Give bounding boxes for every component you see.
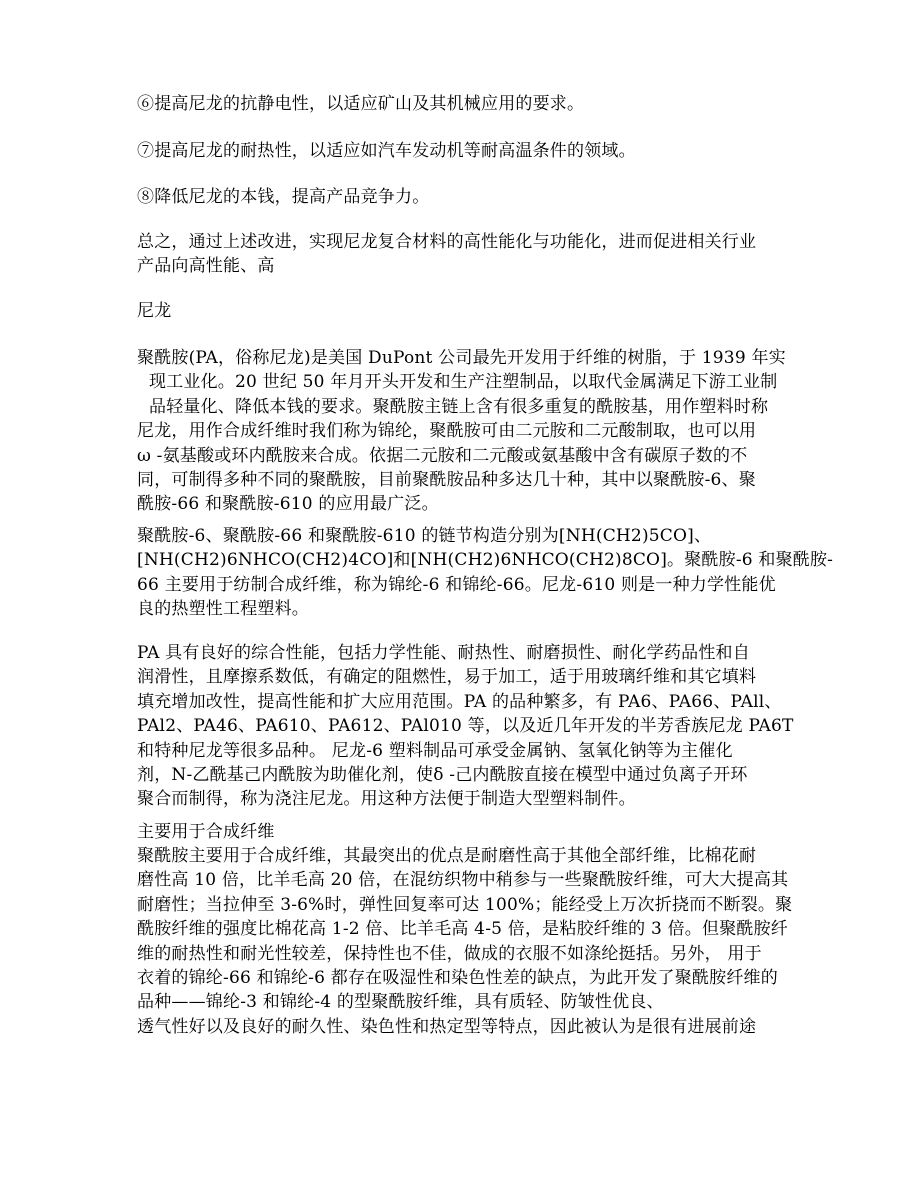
list-item-heat-resistance (137, 139, 787, 163)
text-line: 聚酰胺(PA，俗称尼龙)是美国 DuPont 公司最先开发用于纤维的树脂，于 1939 年实 (137, 348, 786, 368)
text-line: 尼龙 (137, 301, 172, 321)
text-line: 剂，N-乙酰基己内酰胺为助催化剂，使δ -己内酰胺直接在模型中通过负离子开环 (137, 765, 748, 786)
fiber-paragraph (137, 844, 793, 1039)
text-line: ω -氨基酸或环内酰胺来合成。依据二元胺和二元酸或氨基酸中含有碳原子数的不 (137, 445, 748, 466)
text-line: 聚合而制得，称为浇注尼龙。用这种方法便于制造大型塑料制件。 (137, 789, 636, 810)
text-line: 耐磨性；当拉伸至 3-6%时，弹性回复率可达 100%；能经受上万次折挠而不断裂。聚 (137, 894, 793, 915)
properties-paragraph (137, 641, 794, 812)
text-line: 透气性好以及良好的耐久性、染色性和热定型等特点，因此被认为是很有进展前途 (137, 1016, 757, 1037)
text-line: ⑧降低尼龙的本钱，提高产品竞争力。 (137, 187, 430, 207)
text-line: 总之，通过上述改进，实现尼龙复合材料的高性能化与功能化，进而促进相关行业 (137, 232, 757, 252)
text-line: 磨性高 10 倍，比羊毛高 20 倍，在混纺织物中稍参与一些聚酰胺纤维，可大大提高其 (137, 870, 789, 891)
text-line: 产品向高性能、高 (137, 256, 275, 277)
text-line: 和特种尼龙等很多品种。 尼龙-6 塑料制品可承受金属钠、氢氧化钠等为主催化 (137, 740, 733, 761)
text-line: 聚酰胺主要用于合成纤维，其最突出的优点是耐磨性高于其他全部纤维，比棉花耐 (137, 846, 757, 866)
text-line: 维的耐热性和耐光性较差，保持性也不佳，做成的衣服不如涤纶挺括。另外， 用于 (137, 943, 762, 964)
text-line: [NH(CH2)6NHCO(CH2)4CO]和[NH(CH2)6NHCO(CH2)8CO]。聚酰胺-6 和聚酰胺- (137, 550, 834, 571)
list-item-cost (137, 185, 787, 209)
text-line: 品种——锦纶-3 和锦纶-4 的型聚酰胺纤维，具有质轻、防皱性优良、 (137, 992, 664, 1013)
text-line: 润滑性，且摩擦系数低，有确定的阻燃性，易于加工，适于用玻璃纤维和其它填料 (137, 667, 757, 688)
text-line: 同，可制得多种不同的聚酰胺，目前聚酰胺品种多达几十种，其中以聚酰胺-6、聚 (137, 470, 756, 491)
list-item-antistatic (137, 92, 787, 116)
intro-paragraph (137, 346, 787, 517)
text-line: ⑦提高尼龙的耐热性，以适应如汽车发动机等耐高温条件的领域。 (137, 141, 636, 161)
text-line: 现工业化。20 世纪 50 年月开头开发和生产注塑制品，以取代金属满足下游工业制 (149, 372, 778, 393)
structure-paragraph (137, 524, 834, 622)
summary-paragraph (137, 230, 787, 279)
text-line: 酰胺-66 和聚酰胺-610 的应用最广泛。 (137, 494, 439, 515)
text-line: 衣着的锦纶-66 和锦纶-6 都存在吸湿性和染色性差的缺点，为此开发了聚酰胺纤维的 (137, 968, 778, 989)
text-line: PA 具有良好的综合性能，包括力学性能、耐热性、耐磨损性、耐化学药品性和自 (137, 643, 750, 663)
heading-nylon (137, 299, 787, 323)
text-line: 尼龙，用作合成纤维时我们称为锦纶，聚酰胺可由二元胺和二元酸制取，也可以用 (137, 421, 757, 442)
text-line: 主要用于合成纤维 (137, 822, 275, 842)
text-line: 品轻量化、降低本钱的要求。聚酰胺主链上含有很多重复的酰胺基，用作塑料时称 (149, 396, 769, 417)
text-line: 填充增加改性，提高性能和扩大应用范围。PA 的品种繁多，有 PA6、PA66、PAll、 (137, 691, 782, 712)
text-line: PAl2、PA46、PA610、PA612、PAl010 等，以及近几年开发的半芳香族尼龙 PA6T (137, 716, 794, 737)
text-line: 聚酰胺-6、聚酰胺-66 和聚酰胺-610 的链节构造分别为[NH(CH2)5CO]、 (137, 526, 712, 546)
text-line: 酰胺纤维的强度比棉花高 1-2 倍、比羊毛高 4-5 倍，是粘胶纤维的 3 倍。但聚酰胺纤 (137, 919, 788, 940)
heading-fiber (137, 820, 787, 844)
text-line: 良的热塑性工程塑料。 (137, 599, 309, 620)
text-line: 66 主要用于纺制合成纤维，称为锦纶-6 和锦纶-66。尼龙-610 则是一种力学性能优 (137, 574, 776, 595)
text-line: ⑥提高尼龙的抗静电性，以适应矿山及其机械应用的要求。 (137, 94, 585, 114)
